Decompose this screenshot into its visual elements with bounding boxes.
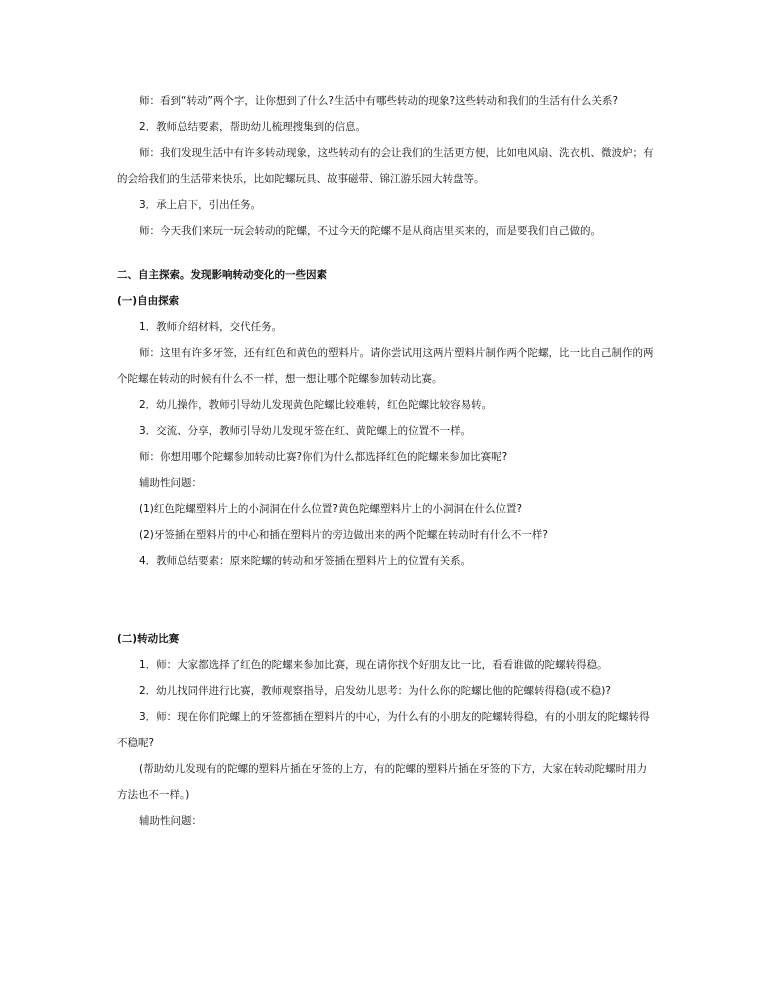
paragraph: (1)红色陀螺塑料片上的小洞洞在什么位置?黄色陀螺塑料片上的小洞洞在什么位置? — [139, 503, 523, 515]
paragraph: 1．师：大家都选择了红色的陀螺来参加比赛，现在请你找个好朋友比一比，看看谁做的陀螺转得稳。 — [139, 659, 608, 671]
paragraph: 师：你想用哪个陀螺参加转动比赛?你们为什么都选择红色的陀螺来参加比赛呢? — [139, 451, 508, 463]
paragraph: 师：我们发现生活中有许多转动现象，这些转动有的会让我们的生活更方便，比如电风扇、洗衣机、微波炉；有的会给我们的生活带来快乐，比如陀螺玩具、故事磁带、锦江游乐园大转盘等。 — [117, 147, 654, 185]
paragraph: 1．教师介绍材料，交代任务。 — [139, 321, 283, 333]
paragraph: 2．教师总结要素，帮助幼儿梳理搜集到的信息。 — [139, 121, 367, 133]
paragraph: 2．幼儿操作，教师引导幼儿发现黄色陀螺比较难转，红色陀螺比较容易转。 — [139, 399, 493, 411]
paragraph: 师：这里有许多牙签，还有红色和黄色的塑料片。请你尝试用这两片塑料片制作两个陀螺，比一比自己制作的两个陀螺在转动的时候有什么不一样，想一想让哪个陀螺参加转动比赛。 — [117, 347, 654, 385]
paragraph: 3．交流、分享，教师引导幼儿发现牙签在红、黄陀螺上的位置不一样。 — [139, 425, 472, 437]
paragraph: 3．承上启下，引出任务。 — [139, 199, 262, 211]
subsection-heading: (二)转动比赛 — [117, 633, 180, 645]
paragraph: 师：今天我们来玩一玩会转动的陀螺，不过今天的陀螺不是从商店里买来的，而是要我们自己做的。 — [139, 225, 601, 237]
paragraph: 师：看到“转动”两个字，让你想到了什么?生活中有哪些转动的现象?这些转动和我们的生活有什么关系? — [139, 95, 619, 107]
paragraph: (2)牙签插在塑料片的中心和插在塑料片的旁边做出来的两个陀螺在转动时有什么不一样? — [139, 529, 548, 541]
paragraph: 辅助性问题： — [139, 477, 202, 489]
spacer — [117, 574, 657, 626]
section-heading: 二、自主探索。发现影响转动变化的一些因素 — [117, 269, 327, 281]
paragraph: (帮助幼儿发现有的陀螺的塑料片插在牙签的上方，有的陀螺的塑料片插在牙签的下方，大家在转动陀螺时用力方法也不一样。) — [117, 763, 648, 801]
spacer — [117, 244, 657, 262]
paragraph: 3．师：现在你们陀螺上的牙签都插在塑料片的中心，为什么有的小朋友的陀螺转得稳，有的小朋友的陀螺转得不稳呢? — [117, 711, 650, 749]
paragraph: 辅助性问题： — [139, 815, 202, 827]
document-body — [117, 88, 657, 834]
paragraph: 4．教师总结要素：原来陀螺的转动和牙签插在塑料片上的位置有关系。 — [139, 555, 472, 567]
paragraph: 2．幼儿找同伴进行比赛，教师观察指导，启发幼儿思考：为什么你的陀螺比他的陀螺转得稳(或不稳)? — [139, 685, 611, 697]
subsection-heading: (一)自由探索 — [117, 295, 180, 307]
